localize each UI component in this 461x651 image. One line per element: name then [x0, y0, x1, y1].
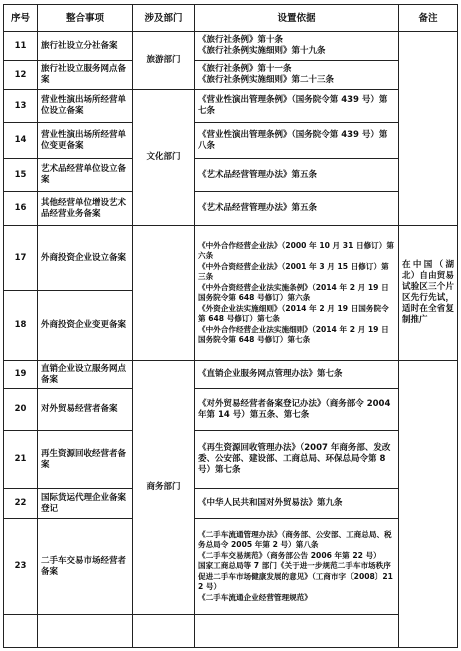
row-no-empty — [4, 615, 38, 648]
row-basis — [195, 226, 399, 361]
table-row — [4, 159, 458, 192]
basis-line: 《直销企业服务网点管理办法》第七条 — [198, 369, 343, 379]
row-item: 艺术品经营单位设立备案 — [38, 159, 133, 192]
row-no: 11 — [4, 32, 38, 61]
row-item: 再生资源回收经营者备案 — [38, 431, 133, 489]
basis-line: 《中外合资经营企业法实施条例》（2014 年 2 月 19 日国务院令第 648 号修订）第六条 — [198, 282, 389, 302]
row-item: 旅行社设立服务网点备案 — [38, 61, 133, 90]
row-basis — [195, 159, 399, 192]
header-dept: 涉及部门 — [133, 5, 195, 32]
basis-line: 国家工商总局等 7 部门《关于进一步规范二手车市场秩序促进二手车市场健康发展的意见》（工商市字〔2008〕212 号） — [198, 561, 393, 592]
header-basis: 设置依据 — [195, 5, 399, 32]
dept-cell: 旅游部门 — [133, 32, 195, 90]
row-no: 13 — [4, 90, 38, 123]
table-row — [4, 192, 458, 226]
table-row — [4, 519, 458, 615]
row-item: 直销企业设立服务网点备案 — [38, 361, 133, 389]
table-row-blank — [4, 615, 458, 648]
table-row — [4, 226, 458, 291]
row-no: 20 — [4, 389, 38, 431]
basis-line: 《旅行社条例实施细则》第十九条 — [198, 46, 326, 56]
row-item: 其他经营单位增设艺术品经营业务备案 — [38, 192, 133, 226]
row-basis — [195, 361, 399, 389]
row-basis — [195, 431, 399, 489]
row-no: 23 — [4, 519, 38, 615]
header-no: 序号 — [4, 5, 38, 32]
row-basis — [195, 123, 399, 159]
table-row — [4, 123, 458, 159]
row-item-empty — [38, 615, 133, 648]
basis-line: 《中外合资经营企业法》（2001 年 3 月 15 日修订）第三条 — [198, 261, 389, 281]
row-basis — [195, 489, 399, 519]
row-item: 外商投资企业设立备案 — [38, 226, 133, 291]
row-no: 17 — [4, 226, 38, 291]
consolidation-table — [3, 4, 458, 648]
table-header-row — [4, 5, 458, 32]
row-no: 15 — [4, 159, 38, 192]
header-note: 备注 — [399, 5, 458, 32]
basis-line: 《外资企业法实施细则》（2014 年 2 月 19 日国务院令第 648 号修订）第七条 — [198, 303, 389, 323]
dept-cell-empty — [133, 615, 195, 648]
document-page — [3, 4, 457, 647]
basis-line: 《营业性演出管理条例》（国务院令第 439 号）第八条 — [198, 129, 388, 151]
basis-line: 《旅行社条例实施细则》第二十三条 — [198, 75, 335, 85]
table-row — [4, 90, 458, 123]
row-item: 对外贸易经营者备案 — [38, 389, 133, 431]
row-item: 国际货运代理企业备案登记 — [38, 489, 133, 519]
dept-cell: 文化部门 — [133, 90, 195, 226]
row-basis — [195, 32, 399, 61]
basis-line: 《二手车交易规范》（商务部公告 2006 年第 22 号） — [198, 550, 381, 560]
table-row — [4, 389, 458, 431]
row-basis — [195, 389, 399, 431]
dept-cell-empty — [133, 226, 195, 361]
basis-line: 《中华人民共和国对外贸易法》第九条 — [198, 498, 343, 508]
row-no: 14 — [4, 123, 38, 159]
row-item: 外商投资企业变更备案 — [38, 291, 133, 361]
basis-line: 《再生资源回收管理办法》（2007 年商务部、发改委、公安部、建设部、工商总局、环保总局令第 8 号）第七条 — [198, 443, 391, 475]
basis-line: 《二手车流通管理办法》（商务部、公安部、工商总局、税务总局令 2005 年第 2 号）第八条 — [198, 529, 392, 550]
row-no: 12 — [4, 61, 38, 90]
row-no: 21 — [4, 431, 38, 489]
basis-line: 《旅行社条例》第十条 — [198, 35, 284, 45]
row-basis — [195, 519, 399, 615]
basis-line: 《旅行社条例》第十一条 — [198, 64, 292, 74]
row-item: 旅行社设立分社备案 — [38, 32, 133, 61]
row-basis-empty — [195, 615, 399, 648]
table-row — [4, 61, 458, 90]
basis-line: 《营业性演出管理条例》（国务院令第 439 号）第七条 — [198, 95, 388, 116]
note-cell-empty — [399, 32, 458, 226]
basis-line: 《中外合作经营企业法实施细则》（2014 年 2 月 19 日国务院令第 648 号修订）第七条 — [198, 324, 389, 344]
table-row — [4, 32, 458, 61]
basis-line: 《二手车流通企业经营管理规范》 — [198, 592, 312, 602]
basis-line: 《艺术品经营管理办法》第五条 — [198, 203, 318, 213]
basis-line: 《中外合作经营企业法》（2000 年 10 月 31 日修订）第六条 — [198, 240, 394, 260]
row-item: 二手车交易市场经营者备案 — [38, 519, 133, 615]
basis-line: 《对外贸易经营者备案登记办法》（商务部令 2004 年第 14 号）第五条、第七条 — [198, 398, 391, 420]
note-cell-empty — [399, 361, 458, 648]
row-basis — [195, 192, 399, 226]
dept-cell: 商务部门 — [133, 361, 195, 615]
table-row — [4, 489, 458, 519]
row-item: 营业性演出场所经营单位变更备案 — [38, 123, 133, 159]
row-no: 16 — [4, 192, 38, 226]
row-no: 19 — [4, 361, 38, 389]
header-item: 整合事项 — [38, 5, 133, 32]
note-cell: 在中国（湖北）自由贸易试验区三个片区先行先试，适时在全省复制推广 — [399, 226, 458, 361]
row-no: 18 — [4, 291, 38, 361]
row-item: 营业性演出场所经营单位设立备案 — [38, 90, 133, 123]
row-basis — [195, 90, 399, 123]
basis-line: 《艺术品经营管理办法》第五条 — [198, 169, 318, 180]
table-row — [4, 361, 458, 389]
row-no: 22 — [4, 489, 38, 519]
row-basis — [195, 61, 399, 90]
table-row — [4, 431, 458, 489]
